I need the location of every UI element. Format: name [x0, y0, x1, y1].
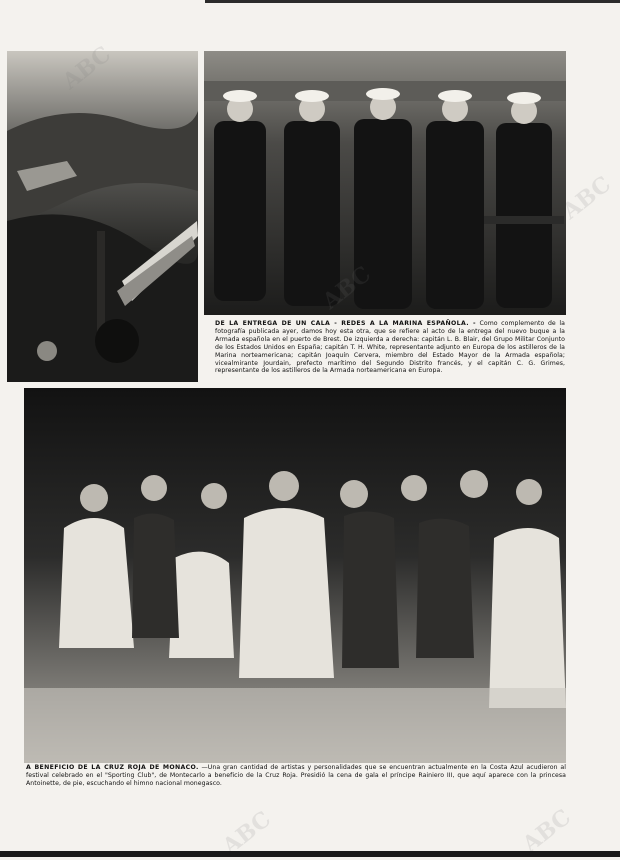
gala-photo-image	[24, 388, 566, 763]
gala-caption-lead: A BENEFICIO DE LA CRUZ ROJA DE MONACO.	[26, 764, 199, 771]
officers-photo	[204, 51, 566, 315]
gala-caption-body: —Una gran cantidad de artistas y personalidades que se encuentran actualmente en la Costa Azul acudieron al festival celebrado en el "Sporting Club", de Montecarlo a beneficio de la Cruz Roja. Presidió la cena de gala el príncipe Rainiero III, que aquí aparece con la princesa Antoinette, de pie, escuchando el himno nacional monegasco.	[26, 764, 566, 787]
officers-photo-image	[204, 51, 566, 315]
left-photo	[7, 51, 198, 382]
officers-caption-body: Como complemento de la fotografía publicada ayer, damos hoy esta otra, que se refiere al acto de la entrega del nuevo buque a la Armada española en el puerto de Brest. De izquierda a derecha: capitán L. B. Blair, del Grupo Militar Conjunto de los Estados Unidos en España; capitán T. H. White, representante adjunto en Europa de los astilleros de la Marina norteamericana; capitán Joaquín Cervera, miembro del Estado Mayor de la Armada española; vicealmirante Jourdain, prefecto marítimo del Segundo Distrito francés, y el capitán C. G. Grimes, representante de los astilleros de la Armada norteamericana en Europa.	[215, 320, 565, 375]
left-photo-image	[7, 51, 198, 382]
officers-caption	[215, 320, 565, 375]
bottom-rule	[0, 851, 620, 857]
abc-watermark: ABC	[517, 804, 576, 858]
abc-watermark: ABC	[217, 806, 276, 860]
officers-caption-lead: DE LA ENTREGA DE UN CALA - REDES A LA MARINA ESPAÑOLA. -	[215, 320, 476, 327]
gala-caption	[26, 764, 566, 788]
abc-watermark: ABC	[557, 171, 616, 225]
gala-photo	[24, 388, 566, 763]
top-rule	[205, 0, 620, 3]
